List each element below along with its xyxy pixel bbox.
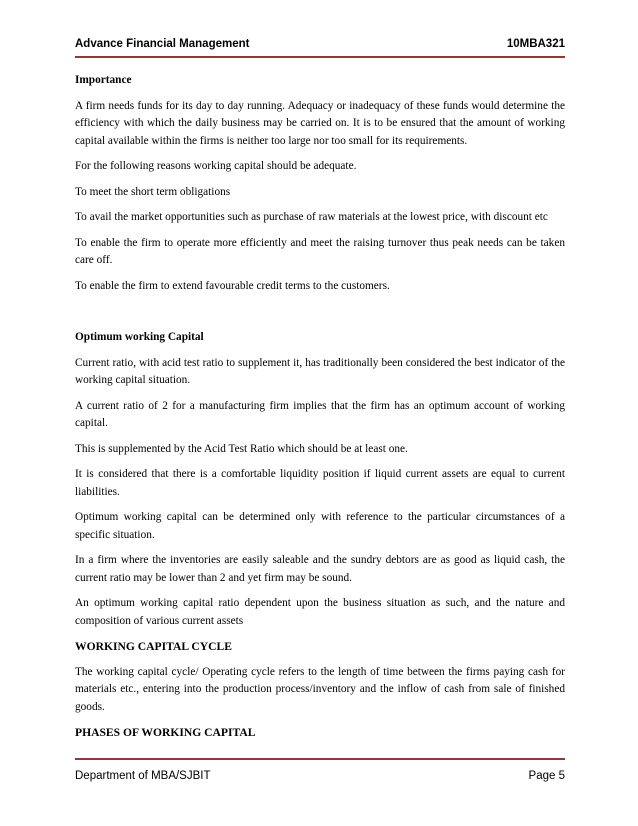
paragraph: To avail the market opportunities such as purchase of raw materials at the lowest price, with discount etc: [75, 211, 548, 223]
importance-heading: Importance: [75, 74, 132, 86]
header-title: Advance Financial Management: [75, 38, 250, 50]
paragraph: An optimum working capital ratio dependent upon the business situation as such, and the nature and composition of various current assets: [75, 597, 565, 627]
section-gap: [75, 303, 565, 329]
paragraph: A firm needs funds for its day to day running. Adequacy or inadequacy of these funds would determine the efficiency with which the daily business may be carried on. It is to be ensured that the amount of working capital available within the firms is neither too large nor too small for its requirements.: [75, 99, 565, 147]
paragraph: To enable the firm to operate more efficiently and meet the raising turnover thus peak needs can be taken care off.: [75, 236, 565, 266]
paragraph: A current ratio of 2 for a manufacturing firm implies that the firm has an optimum account of working capital.: [75, 399, 565, 429]
paragraph: The working capital cycle/ Operating cycle refers to the length of time between the firms paying cash for materials etc., entering into the production process/inventory and the inflow of cash from sale of finished goods.: [75, 665, 565, 713]
header-rule: [75, 56, 565, 58]
paragraph: It is considered that there is a comfortable liquidity position if liquid current assets are equal to current liabilities.: [75, 468, 565, 498]
paragraph: This is supplemented by the Acid Test Ratio which should be at least one.: [75, 442, 408, 455]
paragraph: Optimum working capital can be determined only with reference to the particular circumstances of a specific situation.: [75, 511, 565, 541]
page-header: [75, 30, 565, 52]
cycle-heading: WORKING CAPITAL CYCLE: [75, 640, 232, 653]
paragraph: To enable the firm to extend favourable credit terms to the customers.: [75, 279, 390, 292]
header-code: 10MBA321: [506, 38, 565, 50]
footer-rule: [75, 758, 565, 760]
page-body: [75, 72, 565, 750]
paragraph: For the following reasons working capital should be adequate.: [75, 160, 357, 172]
paragraph: Current ratio, with acid test ratio to supplement it, has traditionally been considered the best indicator of the working capital situation.: [75, 356, 565, 386]
phases-heading: PHASES OF WORKING CAPITAL: [75, 726, 256, 739]
footer-department: Department of MBA/SJBIT: [75, 770, 211, 782]
optimum-heading: Optimum working Capital: [75, 331, 204, 343]
paragraph: To meet the short term obligations: [75, 185, 231, 198]
paragraph: In a firm where the inventories are easily saleable and the sundry debtors are as good as liquid cash, the current ratio may be lower than 2 and yet firm may be sound.: [75, 554, 565, 584]
page-number: Page 5: [528, 770, 565, 782]
